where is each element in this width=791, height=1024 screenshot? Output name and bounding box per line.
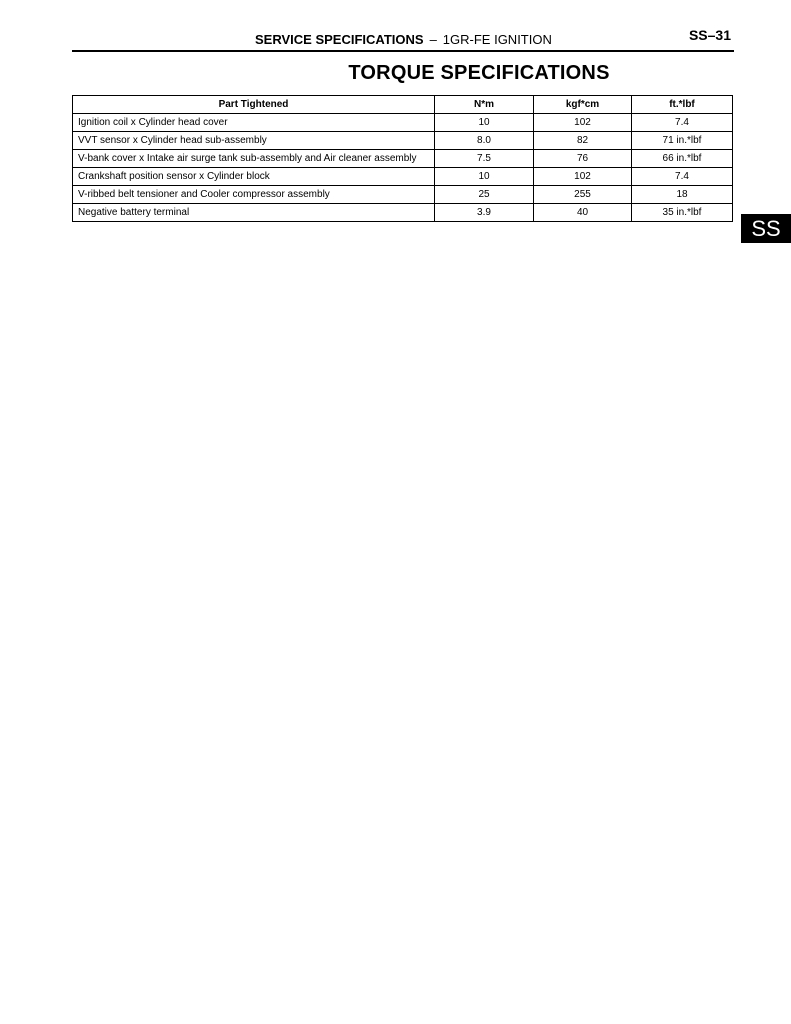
ftlbf-cell: 7.4: [632, 168, 733, 186]
torque-spec-table: [72, 95, 733, 222]
header-section: SERVICE SPECIFICATIONS: [255, 32, 424, 47]
nm-cell: 25: [435, 186, 534, 204]
nm-cell: 10: [435, 168, 534, 186]
part-cell: Crankshaft position sensor x Cylinder block: [73, 168, 435, 186]
ftlbf-cell: 66 in.*lbf: [632, 150, 733, 168]
nm-cell: 3.9: [435, 204, 534, 222]
part-cell: VVT sensor x Cylinder head sub-assembly: [73, 132, 435, 150]
ftlbf-cell: 35 in.*lbf: [632, 204, 733, 222]
header-subsection: 1GR-FE IGNITION: [442, 32, 552, 47]
column-header-nm: N*m: [435, 96, 534, 114]
kgfcm-cell: 82: [534, 132, 632, 150]
table-row: [73, 132, 733, 150]
part-cell: V-ribbed belt tensioner and Cooler compressor assembly: [73, 186, 435, 204]
part-cell: V-bank cover x Intake air surge tank sub-assembly and Air cleaner assembly: [73, 150, 435, 168]
kgfcm-cell: 102: [534, 114, 632, 132]
nm-cell: 8.0: [435, 132, 534, 150]
table-header-row: [73, 96, 733, 114]
table-row: [73, 168, 733, 186]
kgfcm-cell: 76: [534, 150, 632, 168]
part-cell: Negative battery terminal: [73, 204, 435, 222]
running-header: [255, 32, 552, 47]
column-header-ftlbf: ft.*lbf: [632, 96, 733, 114]
table-row: [73, 114, 733, 132]
table-row: [73, 204, 733, 222]
table-row: [73, 186, 733, 204]
table-row: [73, 150, 733, 168]
ftlbf-cell: 71 in.*lbf: [632, 132, 733, 150]
page-number: SS–31: [688, 27, 731, 43]
nm-cell: 7.5: [435, 150, 534, 168]
section-tab-marker: SS: [741, 214, 791, 243]
part-cell: Ignition coil x Cylinder head cover: [73, 114, 435, 132]
header-divider: [72, 50, 734, 52]
kgfcm-cell: 102: [534, 168, 632, 186]
kgfcm-cell: 255: [534, 186, 632, 204]
ftlbf-cell: 7.4: [632, 114, 733, 132]
kgfcm-cell: 40: [534, 204, 632, 222]
ftlbf-cell: 18: [632, 186, 733, 204]
header-separator: –: [429, 32, 437, 47]
column-header-part: Part Tightened: [73, 96, 435, 114]
page-title: TORQUE SPECIFICATIONS: [348, 62, 610, 84]
column-header-kgfcm: kgf*cm: [534, 96, 632, 114]
nm-cell: 10: [435, 114, 534, 132]
